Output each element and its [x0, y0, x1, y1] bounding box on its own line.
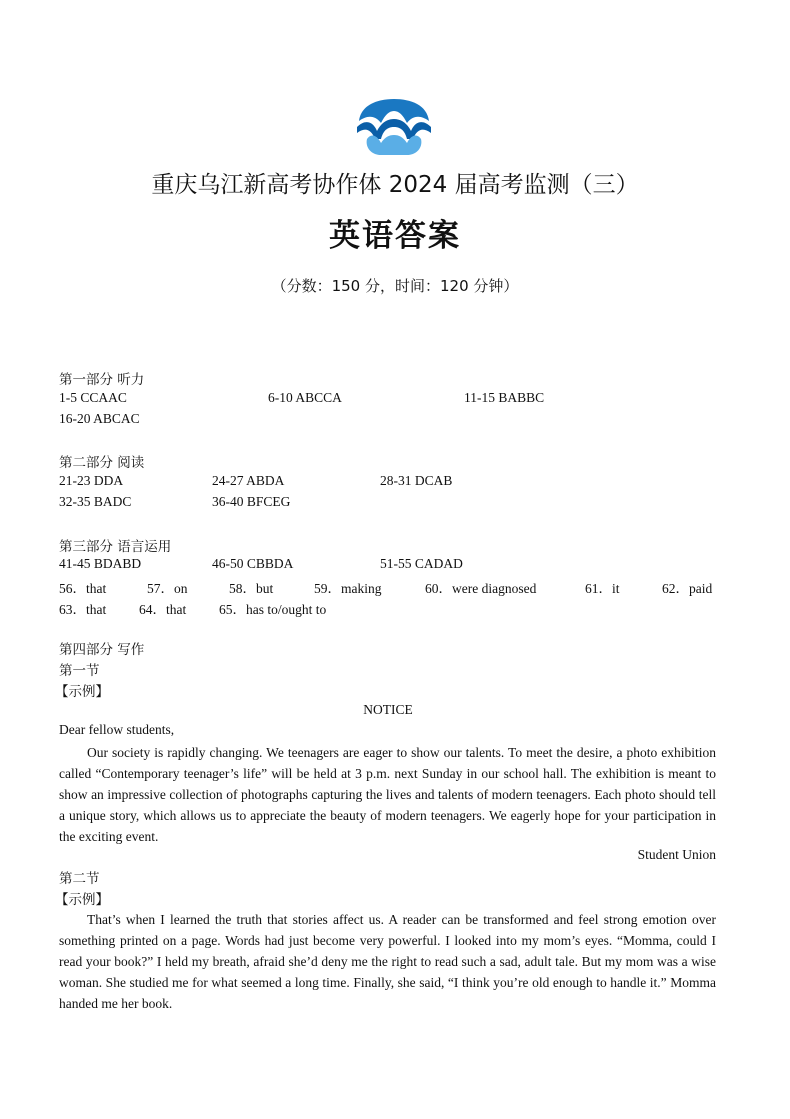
notice-body-text: Our society is rapidly changing. We teenagers are eager to show our talents. To meet the desire, a photo exhibition called “Contemporary teenager’s life” will be held at 3 p.m. next Sunday in our school hall. The exhibition is meant to show an impressive collection of photographs capturing the lives and talents of modern teenagers. Each photo should tell a unique story, which allows us to appreciate the beauty of modern teenagers. We eagerly hope for your participation in the exciting event. [59, 745, 716, 844]
answer-group: 24-27 ABDA [212, 473, 285, 488]
document-subtitle: 英语答案 [329, 218, 461, 254]
answer-group: 6-10 ABCCA [268, 390, 342, 405]
logo-bottom-shape [367, 135, 422, 155]
answer-group: 21-23 DDA [59, 473, 124, 488]
score-time-info: （分数：150 分，时间：120 分钟） [271, 277, 519, 295]
fill-answer: 57．on [147, 581, 188, 596]
organization-logo-icon [355, 97, 433, 157]
fill-answer: 62．paid [662, 581, 713, 596]
fill-answer: 64．that [139, 602, 187, 617]
fill-answer: 59．making [314, 581, 382, 596]
answer-group: 28-31 DCAB [380, 473, 453, 488]
fill-answer: 61．it [585, 581, 620, 596]
answer-group: 46-50 CBBDA [212, 556, 294, 571]
section1-label: 第一节 [59, 663, 100, 679]
answer-group: 32-35 BADC [59, 494, 132, 509]
answer-group: 16-20 ABCAC [59, 411, 140, 426]
answer-group: 41-45 BDABD [59, 556, 142, 571]
story-continuation [59, 909, 716, 1014]
notice-body [59, 742, 716, 847]
notice-greeting: Dear fellow students, [59, 722, 175, 737]
fill-answer: 60．were diagnosed [425, 581, 537, 596]
fill-answer: 56．that [59, 581, 107, 596]
notice-title: NOTICE [363, 702, 413, 717]
story-continuation-text: That’s when I learned the truth that stories affect us. A reader can be transformed and feel strong emotion over something printed on a page. Words had just become very powerful. I looked into my mom’s eyes. “Momma, could I read your book?” I held my breath, afraid she’d deny me the right to read such a sad, adult tale. But my mom was a wise woman. She studied me for what seemed a long time. Finally, she said, “I think you’re old enough to handle it.” Momma handed me her book. [59, 912, 716, 1011]
fill-answer: 63．that [59, 602, 107, 617]
fill-answer: 58．but [229, 581, 274, 596]
part4-heading: 第四部分 写作 [59, 642, 145, 658]
answer-group: 36-40 BFCEG [212, 494, 291, 509]
section1-example-label: 【示例】 [55, 684, 109, 700]
document-title: 重庆乌江新高考协作体 2024 届高考监测（三） [151, 172, 639, 198]
answer-group: 51-55 CADAD [380, 556, 463, 571]
section2-example-label: 【示例】 [55, 892, 109, 908]
fill-answer: 65．has to/ought to [219, 602, 327, 617]
answer-group: 11-15 BABBC [464, 390, 545, 405]
part3-heading: 第三部分 语言运用 [59, 539, 172, 555]
notice-signature: Student Union [637, 847, 716, 862]
part1-heading: 第一部分 听力 [59, 372, 145, 388]
part2-heading: 第二部分 阅读 [59, 455, 145, 471]
answer-group: 1-5 CCAAC [59, 390, 127, 405]
section2-label: 第二节 [59, 871, 100, 887]
